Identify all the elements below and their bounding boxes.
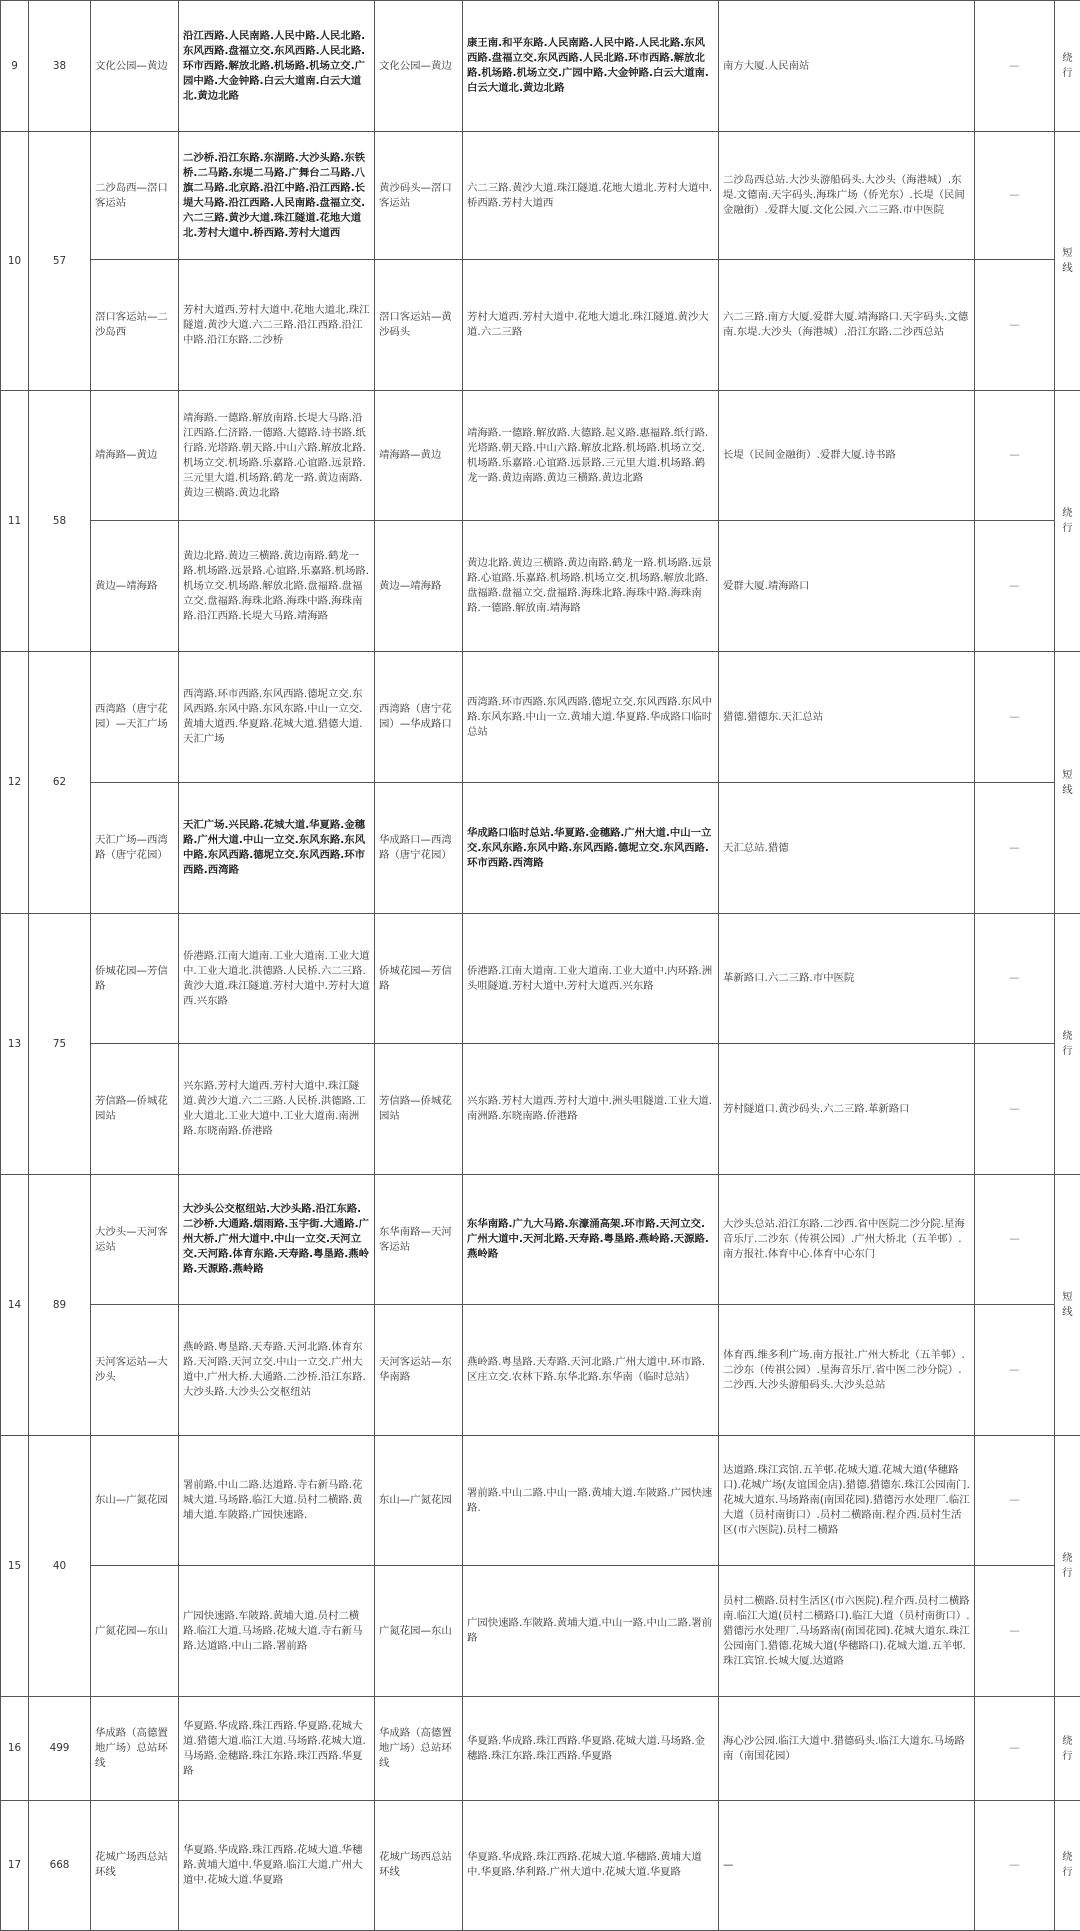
cancelled-stops-cell: 南方大厦.人民南站 (719, 1, 975, 132)
affected-cell: — (975, 1305, 1055, 1436)
adjust-type-cell: 短线 (1055, 1175, 1080, 1436)
adjusted-path-cell: 燕岭路.粤垦路.天寿路.天河北路.广州大道中.环市路.区庄立交.农林下路.东华北路.东华南（临时总站） (463, 1305, 719, 1436)
adjusted-direction-cell: 文化公园—黄边 (375, 1, 463, 132)
adjusted-path-cell: 侨港路.江南大道南.工业大道南.工业大道中.内环路.洲头咀隧道.芳村大道中.芳村大道西.兴东路 (463, 914, 719, 1044)
table-row (1, 1800, 1080, 1930)
adjusted-direction-cell: 滘口客运站—黄沙码头 (375, 260, 463, 391)
adjust-type-cell: 绕行 (1055, 1436, 1080, 1697)
original-path-cell: 二沙桥.沿江东路.东湖路.大沙头路.东铁桥.二马路.东堤二马路.广舞台二马路.八旗二马路.北京路.沿江中路.沿江西路.长堤大马路.沿江西路.人民南路.盘福立交.六二三路.黄沙大道.珠江隧道.花地大道北.芳村大道中.桥西路.芳村大道西 (179, 132, 375, 260)
adjusted-direction-cell: 广氮花园—东山 (375, 1566, 463, 1697)
route-number-cell: 89 (29, 1175, 91, 1436)
original-direction-cell: 靖海路—黄边 (91, 391, 179, 521)
affected-cell: — (975, 1697, 1055, 1801)
adjusted-direction-cell: 华成路（高德置地广场）总站环线 (375, 1697, 463, 1801)
original-direction-cell: 文化公园—黄边 (91, 1, 179, 132)
route-number-cell: 38 (29, 1, 91, 132)
seq-cell: 15 (1, 1436, 29, 1697)
table-row (1, 132, 1080, 260)
table-row (1, 783, 1080, 914)
original-direction-cell: 黄边—靖海路 (91, 521, 179, 652)
route-number-cell: 40 (29, 1436, 91, 1697)
affected-cell: — (975, 914, 1055, 1044)
adjusted-path-cell: 华成路口临时总站.华夏路.金穗路.广州大道.中山一立交.东风东路.东风中路.东风西路.德坭立交.东风西路.环市西路.西湾路 (463, 783, 719, 914)
original-direction-cell: 天河客运站—大沙头 (91, 1305, 179, 1436)
seq-cell: 9 (1, 1, 29, 132)
affected-cell: — (975, 260, 1055, 391)
adjusted-direction-cell: 芳信路—侨城花园站 (375, 1044, 463, 1175)
original-path-cell: 天汇广场.兴民路.花城大道.华夏路.金穗路.广州大道.中山一立交.东风东路.东风中路.东风西路.德坭立交.东风西路.环市西路.西湾路 (179, 783, 375, 914)
cancelled-stops-cell: 大沙头总站.沿江东路.二沙西.省中医院二沙分院.星海音乐厅.二沙东（传祺公园）.广州大桥北（五羊邨）.南方报社.体育中心.体育中心东门 (719, 1175, 975, 1305)
cancelled-stops-cell: 六二三路.南方大厦.爱群大厦.靖海路口.天字码头.文德南.东堤.大沙头（海港城）.沿江东路.二沙西总站 (719, 260, 975, 391)
adjusted-direction-cell: 花城广场西总站环线 (375, 1800, 463, 1930)
affected-cell: — (975, 1566, 1055, 1697)
adjusted-path-cell: 康王南.和平东路.人民南路.人民中路.人民北路.东风西路.盘福立交.东风西路.人民北路.环市西路.解放北路.机场路.机场立交.广园中路.大金钟路.白云大道南.白云大道北.黄边北路 (463, 1, 719, 132)
route-number-cell: 668 (29, 1800, 91, 1930)
original-path-cell: 沿江西路.人民南路.人民中路.人民北路.东风西路.盘福立交.东风西路.人民北路.环市西路.解放北路.机场路.机场立交.广园中路.大金钟路.白云大道南.白云大道北.黄边北路 (179, 1, 375, 132)
table-row (1, 914, 1080, 1044)
affected-cell: — (975, 1, 1055, 132)
affected-cell: — (975, 1800, 1055, 1930)
original-direction-cell: 天汇广场—西湾路（唐宁花园） (91, 783, 179, 914)
cancelled-stops-cell: 猎德.猎德东.天汇总站 (719, 652, 975, 783)
adjusted-path-cell: 六二三路.黄沙大道.珠江隧道.花地大道北.芳村大道中.桥西路.芳村大道西 (463, 132, 719, 260)
adjust-type-cell: 绕行 (1055, 1697, 1080, 1801)
adjust-type-cell: 绕行 (1055, 391, 1080, 652)
original-path-cell: 黄边北路.黄边三横路.黄边南路.鹤龙一路.机场路.远景路.心谊路.乐嘉路.机场路.机场立交.机场路.解放北路.盘福路.盘福立交.盘福路.海珠北路.海珠中路.海珠南路.沿江西路.长堤大马路.靖海路 (179, 521, 375, 652)
table-row (1, 391, 1080, 521)
original-path-cell: 广园快速路.车陂路.黄埔大道.员村二横路.临江大道.马场路.花城大道.寺右新马路.达道路.中山二路.署前路 (179, 1566, 375, 1697)
table-row (1, 1566, 1080, 1697)
original-path-cell: 署前路.中山二路.达道路.寺右新马路.花城大道.马场路.临江大道.员村二横路.黄埔大道.车陂路.广园快速路. (179, 1436, 375, 1566)
adjusted-direction-cell: 东华南路—天河客运站 (375, 1175, 463, 1305)
table-row (1, 521, 1080, 652)
route-number-cell: 57 (29, 132, 91, 391)
affected-cell: — (975, 1175, 1055, 1305)
adjust-type-cell: 短线 (1055, 652, 1080, 914)
original-path-cell: 华夏路.华成路.珠江西路.华夏路.花城大道.猎德大道.临江大道.马场路.花城大道.马场路.金穗路.珠江东路.珠江西路.华夏路 (179, 1697, 375, 1801)
affected-cell: — (975, 783, 1055, 914)
adjusted-direction-cell: 黄边—靖海路 (375, 521, 463, 652)
adjusted-path-cell: 靖海路.一德路.解放路.大德路.起义路.惠福路.纸行路.光塔路.朝天路.中山六路.解放北路.机场路.机场立交.机场路.乐嘉路.心谊路.远景路.三元里大道.机场路.鹤龙一路.黄边南路.黄边三横路.黄边北路 (463, 391, 719, 521)
seq-cell: 16 (1, 1697, 29, 1801)
cancelled-stops-cell: 爱群大厦.靖海路口 (719, 521, 975, 652)
original-path-cell: 芳村大道西.芳村大道中.花地大道北.珠江隧道.黄沙大道.六二三路.沿江西路.沿江中路.沿江东路.二沙桥 (179, 260, 375, 391)
original-path-cell: 燕岭路.粤垦路.天寿路.天河北路.体育东路.天河路.天河立交.中山一立交.广州大道中.广州大桥.大通路.二沙桥.沿江东路.大沙头路.大沙头公交枢纽站 (179, 1305, 375, 1436)
adjusted-path-cell: 兴东路.芳村大道西.芳村大道中.洲头咀隧道.工业大道.南洲路.东晓南路.侨港路 (463, 1044, 719, 1175)
original-direction-cell: 花城广场西总站环线 (91, 1800, 179, 1930)
affected-cell: — (975, 132, 1055, 260)
original-path-cell: 西湾路.环市西路.东风西路.德坭立交.东风西路.东风中路.东风东路.中山一立交.黄埔大道西.华夏路.花城大道.猎德大道.天汇广场 (179, 652, 375, 783)
original-direction-cell: 东山—广氮花园 (91, 1436, 179, 1566)
table-row (1, 1305, 1080, 1436)
route-number-cell: 75 (29, 914, 91, 1175)
table-row (1, 1697, 1080, 1801)
original-path-cell: 大沙头公交枢纽站.大沙头路.沿江东路.二沙桥.大通路.烟雨路.玉宇街.大通路.广州大桥.广州大道中.中山一立交.天河立交.天河路.体育东路.天寿路.粤垦路.燕岭路.天源路.燕岭路 (179, 1175, 375, 1305)
original-direction-cell: 芳信路—侨城花园站 (91, 1044, 179, 1175)
seq-cell: 12 (1, 652, 29, 914)
table-row (1, 1175, 1080, 1305)
adjust-type-cell: 短线 (1055, 132, 1080, 391)
adjusted-direction-cell: 东山—广氮花园 (375, 1436, 463, 1566)
adjusted-path-cell: 华夏路.华成路.珠江西路.华夏路.花城大道.马场路.金穗路.珠江东路.珠江西路.华夏路 (463, 1697, 719, 1801)
route-number-cell: 499 (29, 1697, 91, 1801)
cancelled-stops-cell: 体育西.维多利广场.南方报社.广州大桥北（五羊邨）.二沙东（传祺公园）.星海音乐厅.省中医二沙分院）.二沙西.大沙头游船码头.大沙头总站 (719, 1305, 975, 1436)
route-number-cell: 62 (29, 652, 91, 914)
adjusted-path-cell: 芳村大道西.芳村大道中.花地大道北.珠江隧道.黄沙大道.六二三路 (463, 260, 719, 391)
table-row (1, 1044, 1080, 1175)
cancelled-stops-cell: 芳村隧道口.黄沙码头.六二三路.革新路口 (719, 1044, 975, 1175)
adjusted-path-cell: 广园快速路.车陂路.黄埔大道.中山一路.中山二路.署前路 (463, 1566, 719, 1697)
adjusted-direction-cell: 黄沙码头—滘口客运站 (375, 132, 463, 260)
affected-cell: — (975, 521, 1055, 652)
adjusted-direction-cell: 天河客运站—东华南路 (375, 1305, 463, 1436)
original-path-cell: 侨港路.江南大道南.工业大道南.工业大道中.工业大道北.洪德路.人民桥.六二三路.黄沙大道.珠江隧道.芳村大道中.芳村大道西.兴东路 (179, 914, 375, 1044)
seq-cell: 10 (1, 132, 29, 391)
adjusted-path-cell: 华夏路.华成路.珠江西路.花城大道.华穗路.黄埔大道中.华夏路.华利路.广州大道中.花城大道.华夏路 (463, 1800, 719, 1930)
adjusted-direction-cell: 华成路口—西湾路（唐宁花园） (375, 783, 463, 914)
original-direction-cell: 侨城花园—芳信路 (91, 914, 179, 1044)
seq-cell: 11 (1, 391, 29, 652)
cancelled-stops-cell: 达道路.珠江宾馆.五羊邨.花城大道.花城大道(华穗路口).花城广场(友谊国金店).猎德.猎德东.珠江公园南门.花城大道东.马场路南(南国花园).猎德污水处理厂.临江大道（员村南街口）.员村二横路南.程介西.员村生活区(市六医院).员村二横路 (719, 1436, 975, 1566)
original-direction-cell: 西湾路（唐宁花园）—天汇广场 (91, 652, 179, 783)
cancelled-stops-cell: 员村二横路.员村生活区(市六医院).程介西.员村二横路南.临江大道(员村二横路口).临江大道（员村南街口）.猎德污水处理厂.马场路南(南国花园).花城大道东.珠江公园南门.猎德.花城大道(华穗路口).花城大道.五羊邨.珠江宾馆.长城大厦.达道路 (719, 1566, 975, 1697)
cancelled-stops-cell: — (719, 1800, 975, 1930)
original-direction-cell: 滘口客运站—二沙岛西 (91, 260, 179, 391)
affected-cell: — (975, 1436, 1055, 1566)
affected-cell: — (975, 1044, 1055, 1175)
table-body (1, 1, 1080, 1931)
seq-cell: 17 (1, 1800, 29, 1930)
table-row (1, 260, 1080, 391)
seq-cell: 13 (1, 914, 29, 1175)
table-row (1, 1436, 1080, 1566)
original-path-cell: 靖海路.一德路.解放南路.长堤大马路.沿江西路.仁济路.一德路.大德路.诗书路.纸行路.光塔路.朝天路.中山六路.解放北路.机场立交.机场路.乐嘉路.心谊路.远景路.三元里大道.机场路.鹤龙一路.黄边南路.黄边三横路.黄边北路 (179, 391, 375, 521)
adjust-type-cell: 绕行 (1055, 914, 1080, 1175)
table-row (1, 652, 1080, 783)
adjusted-path-cell: 黄边北路.黄边三横路.黄边南路.鹤龙一路.机场路.远景路.心谊路.乐嘉路.机场路.机场立交.机场路.解放北路.盘福路.盘福立交.盘福路.海珠北路.海珠中路.海珠南路.一德路.解放南.靖海路 (463, 521, 719, 652)
affected-cell: — (975, 652, 1055, 783)
adjusted-path-cell: 东华南路.广九大马路.东濠涌高架.环市路.天河立交.广州大道中.天河北路.天寿路.粤垦路.燕岭路.天源路.燕岭路 (463, 1175, 719, 1305)
cancelled-stops-cell: 长堤（民间金融街）.爱群大厦.诗书路 (719, 391, 975, 521)
original-direction-cell: 二沙岛西—滘口客运站 (91, 132, 179, 260)
cancelled-stops-cell: 革新路口.六二三路.市中医院 (719, 914, 975, 1044)
table-row (1, 1, 1080, 132)
cancelled-stops-cell: 二沙岛西总站.大沙头游船码头.大沙头（海港城）.东堤.文德南.天字码头.海珠广场（侨光东）.长堤（民间金融街）.爱群大厦.文化公园.六二三路.市中医院 (719, 132, 975, 260)
adjusted-direction-cell: 侨城花园—芳信路 (375, 914, 463, 1044)
adjusted-path-cell: 署前路.中山二路.中山一路.黄埔大道.车陂路.广园快速路. (463, 1436, 719, 1566)
adjusted-direction-cell: 靖海路—黄边 (375, 391, 463, 521)
seq-cell: 14 (1, 1175, 29, 1436)
original-path-cell: 兴东路.芳村大道西.芳村大道中.珠江隧道.黄沙大道.六二三路.人民桥.洪德路.工业大道北.工业大道中.工业大道南.南洲路.东晓南路.侨港路 (179, 1044, 375, 1175)
original-path-cell: 华夏路.华成路.珠江西路.花城大道.华穗路.黄埔大道中.华夏路.临江大道.广州大道中.花城大道.华夏路 (179, 1800, 375, 1930)
original-direction-cell: 广氮花园—东山 (91, 1566, 179, 1697)
original-direction-cell: 大沙头—天河客运站 (91, 1175, 179, 1305)
adjust-type-cell: 绕行 (1055, 1, 1080, 132)
cancelled-stops-cell: 海心沙公园.临江大道中.猎德码头.临江大道东.马场路南（南国花园） (719, 1697, 975, 1801)
route-number-cell: 58 (29, 391, 91, 652)
adjusted-direction-cell: 西湾路（唐宁花园）—华成路口 (375, 652, 463, 783)
affected-cell: — (975, 391, 1055, 521)
cancelled-stops-cell: 天汇总站.猎德 (719, 783, 975, 914)
original-direction-cell: 华成路（高德置地广场）总站环线 (91, 1697, 179, 1801)
adjusted-path-cell: 西湾路.环市西路.东风西路.德坭立交.东风西路.东风中路.东风东路.中山一立.黄埔大道.华夏路.华成路口临时总站 (463, 652, 719, 783)
adjust-type-cell: 绕行 (1055, 1800, 1080, 1930)
